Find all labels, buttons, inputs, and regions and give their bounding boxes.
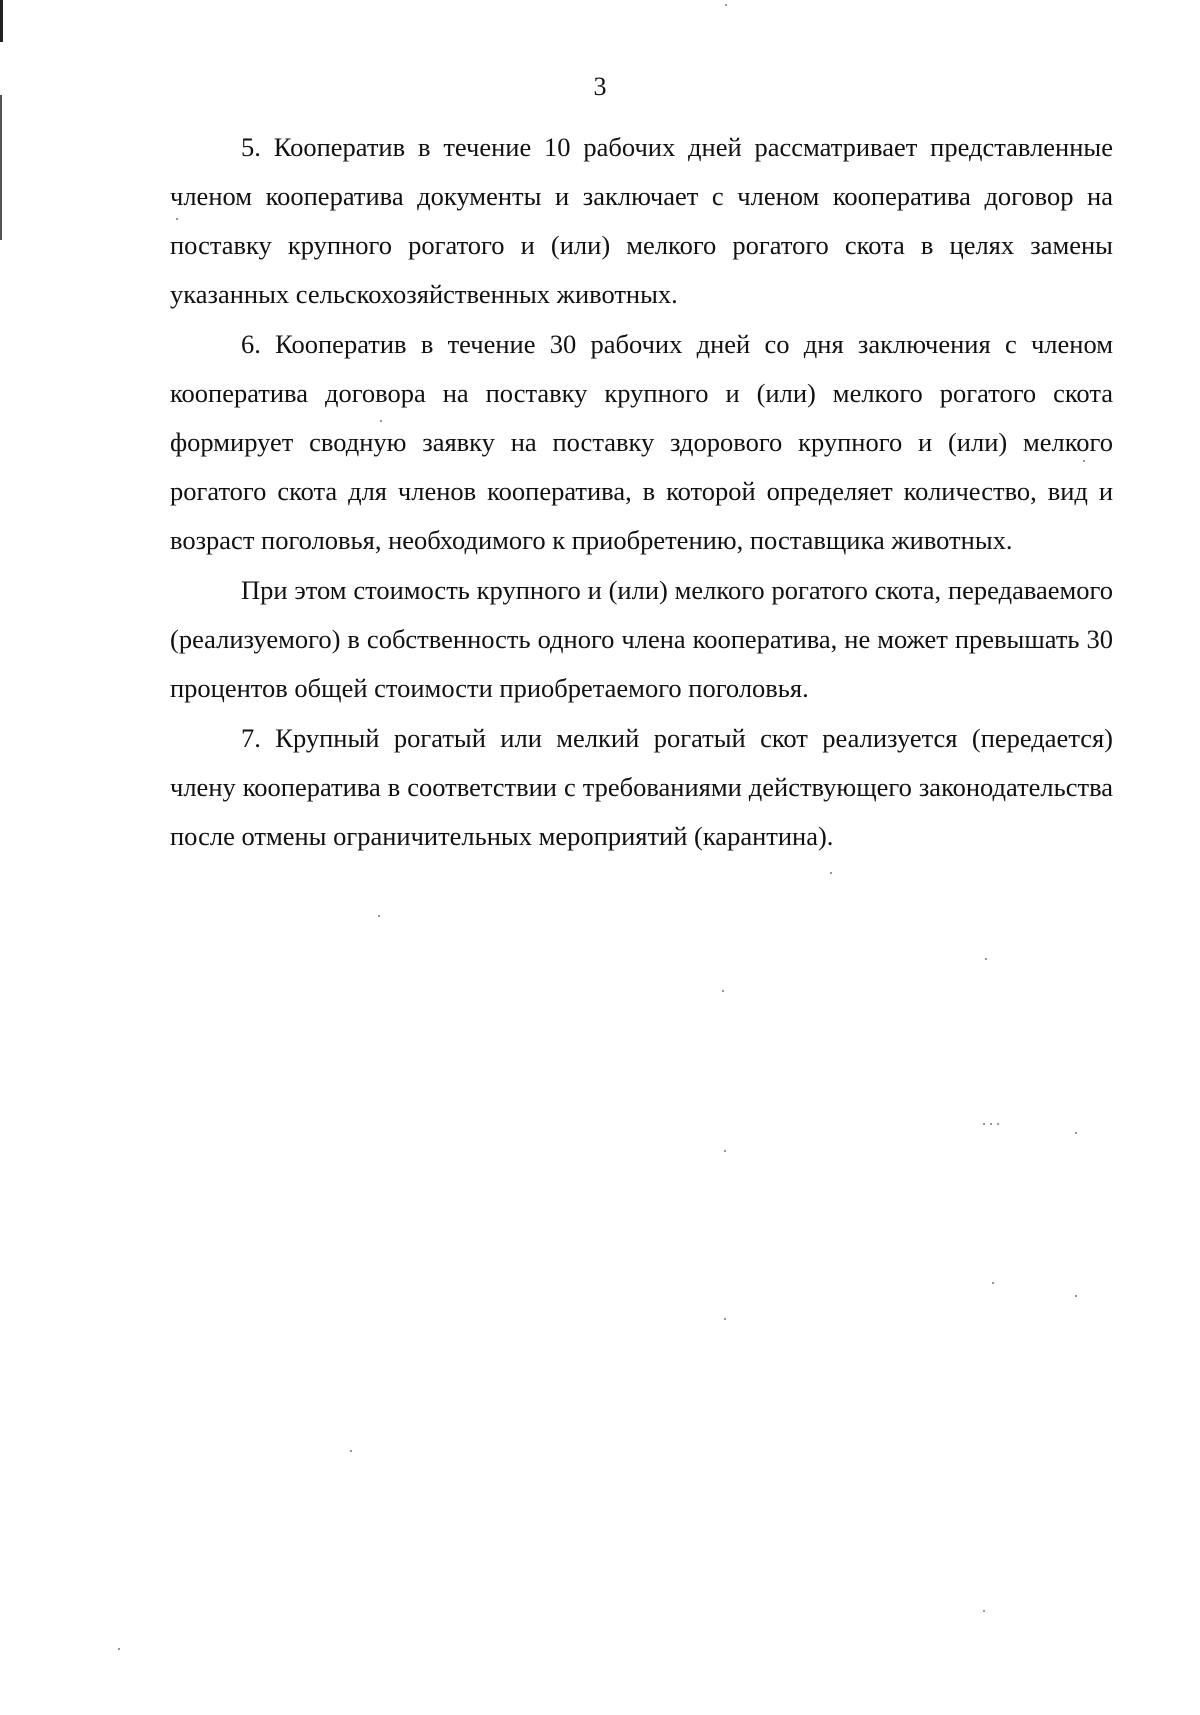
- scan-speck: [990, 1123, 992, 1125]
- scan-speck: [1075, 1295, 1077, 1297]
- page-number: 3: [593, 72, 607, 101]
- scan-speck: [118, 1648, 120, 1650]
- paragraph-item-7: 7. Крупный рогатый или мелкий рогатый скот реализуется (передается) члену кооператива в соответствии с требованиями действующего законодательства после отмены ограничительных мероприятий (карантина).: [170, 723, 1113, 851]
- paragraph-cost-limit: При этом стоимость крупного и (или) мелкого рогатого скота, передаваемого (реализуемого) в собственность одного члена кооператива, не может превышать 30 процентов общей стоимости приобретаемого поголовья.: [170, 575, 1113, 703]
- scan-speck: [983, 1123, 985, 1125]
- scan-speck: [724, 1150, 726, 1152]
- scan-speck: [1075, 1132, 1077, 1134]
- scan-speck: [725, 4, 727, 6]
- scan-speck: [830, 872, 832, 874]
- scan-speck: [985, 958, 987, 960]
- document-body: [170, 123, 1113, 861]
- scan-edge-mark: [0, 95, 2, 240]
- scan-speck: [983, 1610, 985, 1612]
- scan-speck: [992, 1282, 994, 1284]
- paragraph-item-6: 6. Кооператив в течение 30 рабочих дней со дня заключения с членом кооператива договора на поставку крупного и (или) мелкого рогатого скота формирует сводную заявку на поставку здорового крупного и (или) мелкого рогатого скота для членов кооператива, в которой определяет количество, вид и возраст поголовья, необходимого к приобретению, поставщика животных.: [170, 329, 1113, 555]
- scan-speck: [722, 990, 724, 992]
- paragraph-item-5: 5. Кооператив в течение 10 рабочих дней рассматривает представленные членом кооператива документы и заключает с членом кооператива договор на поставку крупного рогатого и (или) мелкого рогатого скота в целях замены указанных сельскохозяйственных животных.: [170, 132, 1113, 309]
- scan-speck: [350, 1450, 352, 1452]
- scan-speck: [378, 915, 380, 917]
- scan-speck: [724, 1318, 726, 1320]
- scan-speck: [997, 1123, 999, 1125]
- scan-edge-mark: [0, 0, 3, 42]
